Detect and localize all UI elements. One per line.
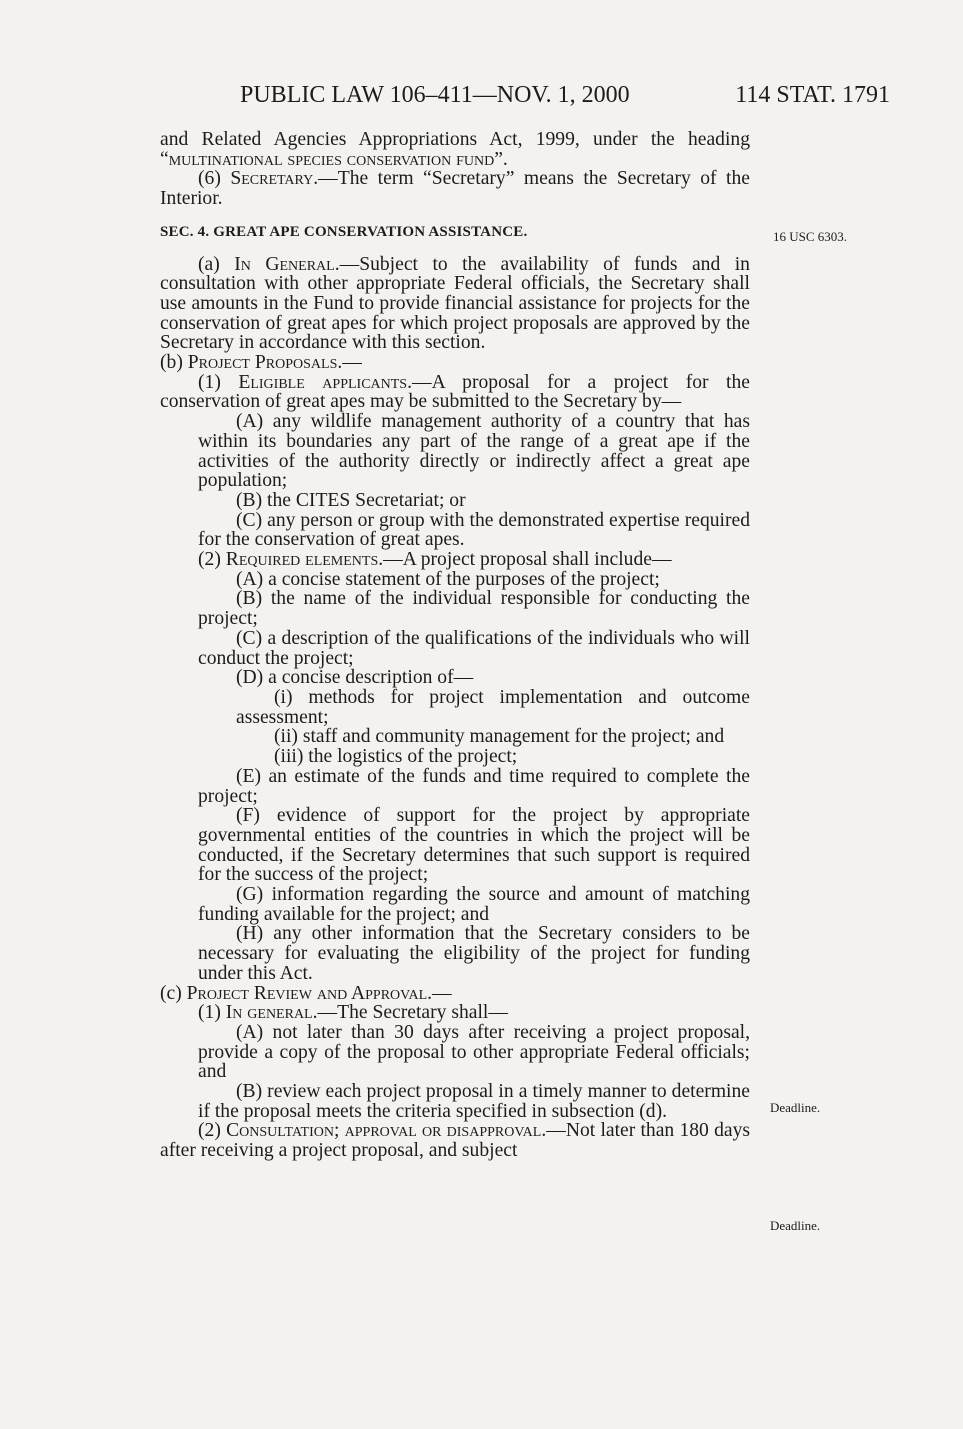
paragraph: and Related Agencies Appropriations Act, 1999, under the heading “multinational species conservation fund”.	[160, 129, 750, 170]
element-D: (D) a concise description of—	[236, 667, 474, 689]
element-G: (G) information regarding the source and amount of matching funding available for the project; and	[198, 884, 750, 925]
paragraph-b-2: (2) Required elements.—A project proposal shall include—	[198, 549, 672, 571]
element-H: (H) any other information that the Secretary considers to be necessary for evaluating the eligibility of the project for funding under this Act.	[198, 923, 750, 984]
statute-citation: 114 STAT. 1791	[735, 82, 890, 108]
margin-note-deadline: Deadline.	[770, 1100, 821, 1115]
margin-note-deadline: Deadline.	[770, 1218, 821, 1233]
subsection-b: (b) Project Proposals.—	[160, 352, 362, 374]
clause-b-A: (A) any wildlife management authority of a country that has within its boundaries any part of the range of a great ape if the activities of the authority directly or indirectly affect a great ape population;	[198, 411, 750, 492]
statute-body	[160, 130, 750, 1161]
element-B: (B) the name of the individual responsible for conducting the project;	[198, 588, 750, 630]
subsection-a: (a) In General.—Subject to the availability of funds and in consultation with other appropriate Federal officials, the Secretary shall use amounts in the Fund to provide financial assistance for projects for the conservation of great apes for which project proposals are approved by the Secretary in accordance with this section.	[160, 253, 750, 354]
paragraph-6-secretary: (6) Secretary.—The term “Secretary” means the Secretary of the Interior.	[160, 168, 750, 210]
paragraph-b-1: (1) Eligible applicants.—A proposal for a project for the conservation of great apes may be submitted to the Secretary by—	[160, 371, 750, 413]
clause-c-A: (A) not later than 30 days after receiving a project proposal, provide a copy of the proposal to other appropriate Federal officials; and	[198, 1021, 750, 1083]
clause-b-B: (B) the CITES Secretariat; or	[236, 489, 466, 511]
margin-note-usc: 16 USC 6303.	[773, 229, 848, 244]
paragraph-c-1: (1) In general.—The Secretary shall—	[198, 1002, 508, 1024]
clause-b-C: (C) any person or group with the demonstrated expertise required for the conservation of great apes.	[198, 509, 750, 551]
element-D-iii: (iii) the logistics of the project;	[274, 746, 518, 768]
page-header	[160, 82, 890, 112]
element-F: (F) evidence of support for the project by appropriate governmental entities of the countries in which the project will be conducted, if the Secretary determines that such support is required for the success of the project;	[198, 805, 750, 886]
element-D-ii: (ii) staff and community management for the project; and	[274, 726, 725, 748]
element-E: (E) an estimate of the funds and time required to complete the project;	[198, 765, 750, 807]
element-C: (C) a description of the qualifications of the individuals who will conduct the project;	[198, 627, 750, 669]
section-heading: SEC. 4. GREAT APE CONSERVATION ASSISTANCE.	[160, 223, 528, 240]
running-title: PUBLIC LAW 106–411—NOV. 1, 2000	[240, 82, 630, 108]
element-D-i: (i) methods for project implementation and outcome assessment;	[236, 686, 750, 728]
element-A: (A) a concise statement of the purposes of the project;	[236, 568, 660, 590]
subsection-c: (c) Project Review and Approval.—	[160, 982, 452, 1004]
clause-c-B: (B) review each project proposal in a timely manner to determine if the proposal meets the criteria specified in subsection (d).	[198, 1081, 750, 1122]
paragraph-c-2: (2) Consultation; approval or disapproval.—Not later than 180 days after receiving a project proposal, and subject	[160, 1120, 750, 1162]
